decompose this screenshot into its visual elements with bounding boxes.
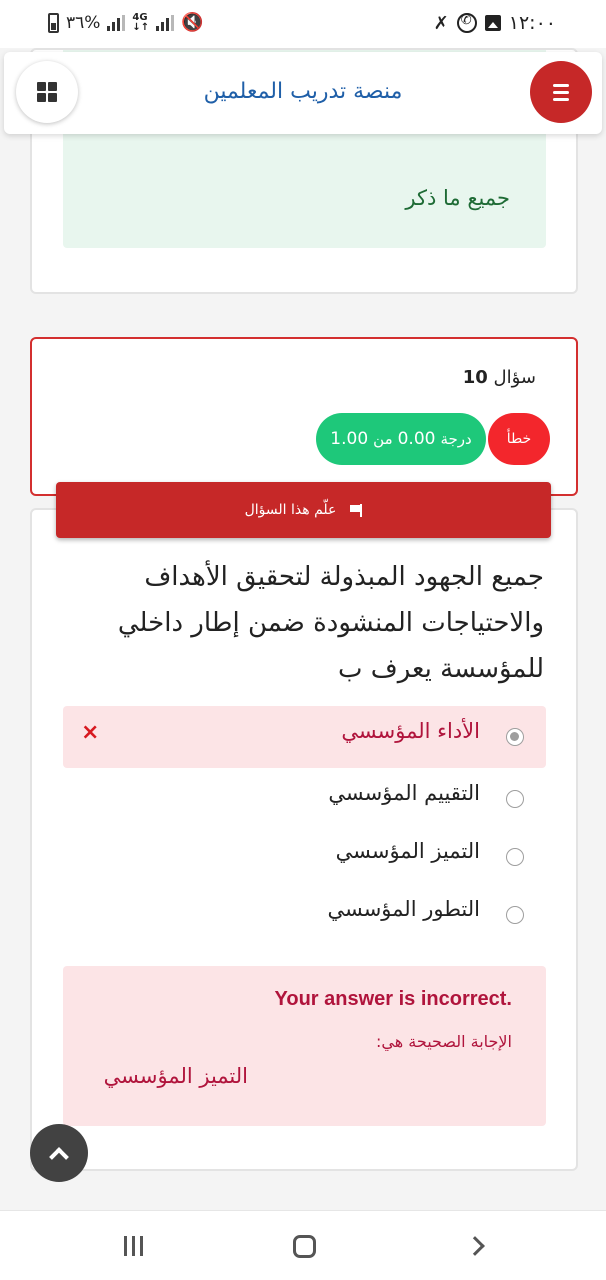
- app-header: [4, 52, 602, 134]
- grid-icon: [37, 82, 46, 91]
- option-2[interactable]: [63, 768, 546, 830]
- radio-button[interactable]: [506, 790, 524, 808]
- option-label: الأداء المؤسسي: [341, 719, 480, 743]
- recents-button[interactable]: [124, 1236, 143, 1256]
- back-button[interactable]: [465, 1236, 485, 1256]
- signal-icon-2: [156, 15, 174, 31]
- status-bar: [0, 0, 606, 48]
- app-title[interactable]: منصة تدريب المعلمين: [203, 79, 403, 104]
- menu-button[interactable]: [530, 61, 592, 123]
- apps-button[interactable]: [16, 61, 78, 123]
- network-4g-icon: 4G ↓↑: [132, 11, 150, 33]
- feedback-title: Your answer is incorrect.: [274, 988, 512, 1010]
- grade-from: من: [373, 430, 393, 448]
- question-number-value: 10: [462, 367, 488, 388]
- system-nav-bar: [0, 1210, 606, 1280]
- mute-icon: 🔇: [181, 12, 204, 33]
- question-number: [463, 367, 536, 388]
- grade-max: 1.00: [330, 429, 369, 449]
- option-4[interactable]: [63, 884, 546, 946]
- missed-call-icon: ✗: [433, 12, 449, 34]
- signal-icon: [107, 15, 125, 31]
- grade-badge: [316, 413, 486, 465]
- option-label: التطور المؤسسي: [327, 897, 480, 921]
- grade-label: درجة: [440, 430, 472, 448]
- grade-value: 0.00: [397, 429, 436, 449]
- option-label: التميز المؤسسي: [335, 839, 480, 863]
- status-time: ١٢:٠٠: [508, 12, 556, 34]
- flag-icon: [348, 504, 362, 516]
- home-button[interactable]: [293, 1235, 316, 1258]
- previous-answer-text: جميع ما ذكر: [405, 186, 510, 210]
- radio-button[interactable]: [506, 848, 524, 866]
- feedback-box: [63, 966, 546, 1126]
- correct-answer-label: الإجابة الصحيحة هي:: [376, 1032, 512, 1051]
- question-info-card: [30, 337, 578, 496]
- option-3[interactable]: [63, 826, 546, 888]
- menu-icon: [553, 84, 569, 87]
- option-1[interactable]: [63, 706, 546, 768]
- image-icon: [485, 15, 501, 31]
- option-label: التقييم المؤسسي: [328, 781, 480, 805]
- correct-answer-text: التميز المؤسسي: [103, 1064, 248, 1088]
- status-left-icons: [48, 12, 204, 33]
- status-badge: خطأ: [488, 413, 550, 465]
- scroll-top-button[interactable]: [30, 1124, 88, 1182]
- whatsapp-icon: [457, 13, 477, 33]
- flag-question-button[interactable]: [56, 482, 551, 538]
- radio-button[interactable]: [506, 906, 524, 924]
- question-label: سؤال: [493, 367, 536, 388]
- incorrect-icon: ×: [81, 720, 100, 745]
- status-right-icons: [434, 12, 556, 34]
- radio-button[interactable]: [506, 728, 524, 746]
- flag-button-label: علّم هذا السؤال: [244, 502, 337, 518]
- battery-icon: [48, 13, 59, 33]
- battery-percent: ٣٦%: [66, 12, 101, 33]
- question-text: جميع الجهود المبذولة لتحقيق الأهداف والاحتياجات المنشودة ضمن إطار داخلي للمؤسسة يعرف ب: [117, 562, 544, 684]
- question-body-card: [30, 508, 578, 1171]
- chevron-up-icon: [49, 1147, 69, 1167]
